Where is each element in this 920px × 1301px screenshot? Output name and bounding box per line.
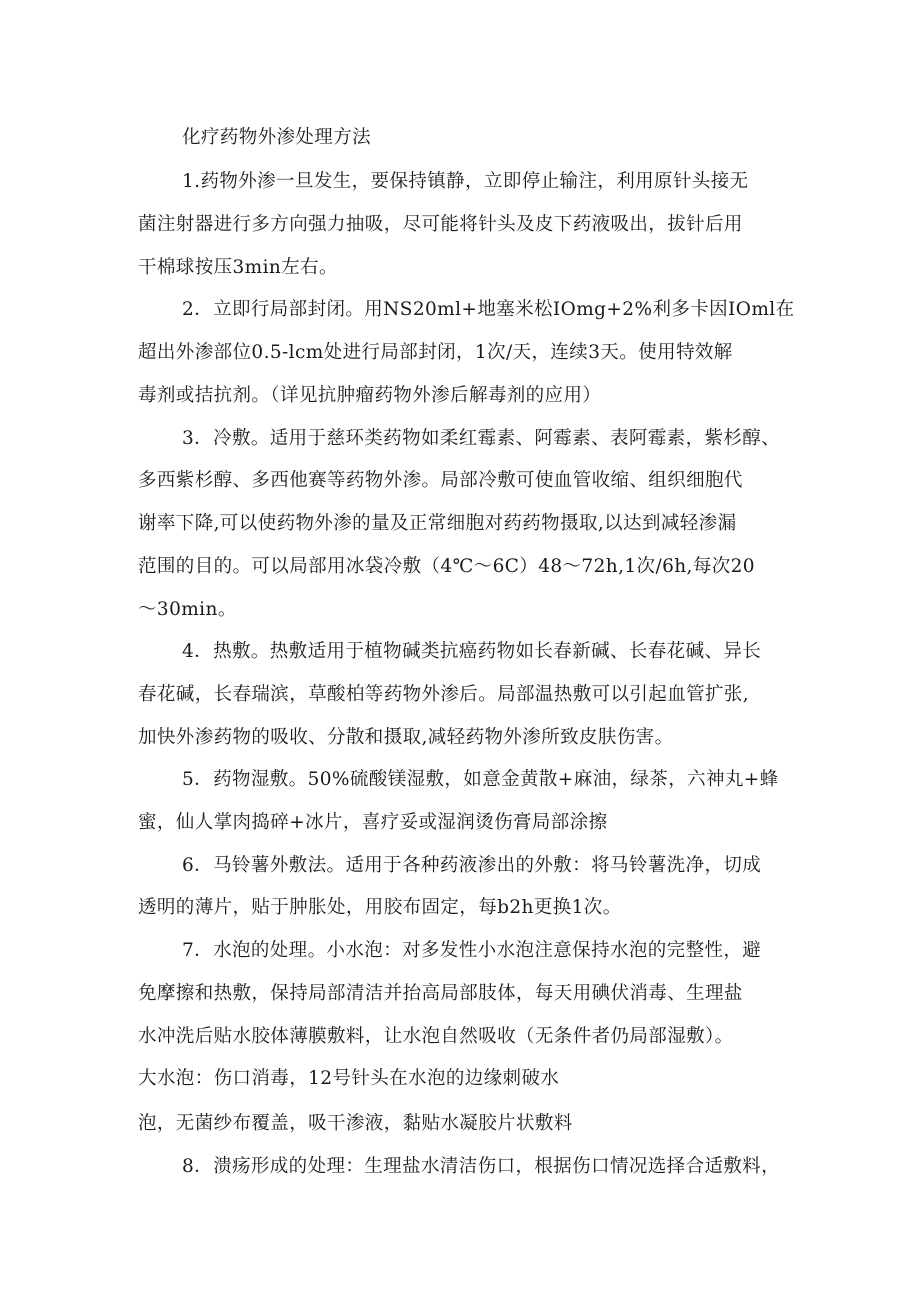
text-line: 干棉球按压3min左右。 xyxy=(138,257,338,278)
text-line: 透明的薄片，贴于肿胀处，用胶布固定，每b2h更换1次。 xyxy=(138,897,622,918)
text-line: 3．冷敷。适用于慈环类药物如柔红霉素、阿霉素、表阿霉素，紫杉醇、 xyxy=(182,428,781,449)
text-line: 菌注射器进行多方向强力抽吸，尽可能将针头及皮下药液吸出，拔针后用 xyxy=(138,214,743,235)
text-line: 大水泡：伤口消毒，12号针头在水泡的边缘刺破水 xyxy=(138,1068,560,1089)
text-line: 多西紫杉醇、多西他赛等药物外渗。局部冷敷可使血管收缩、组织细胞代 xyxy=(138,470,743,491)
text-line: 蜜，仙人掌肉捣碎+冰片，喜疗妥或湿润烫伤膏局部涂擦 xyxy=(138,812,608,833)
text-line: 超出外渗部位0.5-lcm处进行局部封闭，1次/天，连续3天。使用特效解 xyxy=(138,342,733,363)
text-line: 谢率下降,可以使药物外渗的量及正常细胞对药药物摄取,以达到减轻渗漏 xyxy=(138,513,737,534)
text-line: 1.药物外渗一旦发生，要保持镇静，立即停止输注，利用原针头接无 xyxy=(182,171,749,192)
text-line: ～30min。 xyxy=(138,599,237,620)
text-line: 春花碱，长春瑞滨，草酸柏等药物外渗后。局部温热敷可以引起血管扩张, xyxy=(138,684,750,705)
text-line: 5．药物湿敷。50%硫酸镁湿敷，如意金黄散+麻油，绿茶，六神丸+蜂 xyxy=(182,769,779,790)
text-line: 4．热敷。热敷适用于植物碱类抗癌药物如长春新碱、长春花碱、异长 xyxy=(182,641,762,662)
text-line: 加快外渗药物的吸收、分散和摄取,减轻药物外渗所致皮肤伤害。 xyxy=(138,727,674,748)
text-line: 毒剂或拮抗剂。（详见抗肿瘤药物外渗后解毒剂的应用） xyxy=(138,385,602,406)
text-line: 7．水泡的处理。小水泡：对多发性小水泡注意保持水泡的完整性，避 xyxy=(182,940,762,961)
text-line: 2．立即行局部封闭。用NS20ml+地塞米松IOmg+2%利多卡因IOml在 xyxy=(182,299,795,320)
document-title: 化疗药物外渗处理方法 xyxy=(182,127,372,148)
text-line: 6．马铃薯外敷法。适用于各种药液渗出的外敷：将马铃薯洗净，切成 xyxy=(182,855,762,876)
text-line: 泡，无菌纱布覆盖，吸干渗液，黏贴水凝胶片状敷料 xyxy=(138,1113,573,1134)
text-line: 8．溃疡形成的处理：生理盐水清洁伤口，根据伤口情况选择合适敷料， xyxy=(182,1156,781,1177)
text-line: 免摩擦和热敷，保持局部清洁并抬高局部肢体，每天用碘伏消毒、生理盐 xyxy=(138,983,743,1004)
text-line: 范围的目的。可以局部用冰袋冷敷（4℃～6C）48～72h,1次/6h,每次20 xyxy=(138,556,755,577)
text-line: 水冲洗后贴水胶体薄膜敷料，让水泡自然吸收（无条件者仍局部湿敷）。 xyxy=(138,1026,734,1047)
